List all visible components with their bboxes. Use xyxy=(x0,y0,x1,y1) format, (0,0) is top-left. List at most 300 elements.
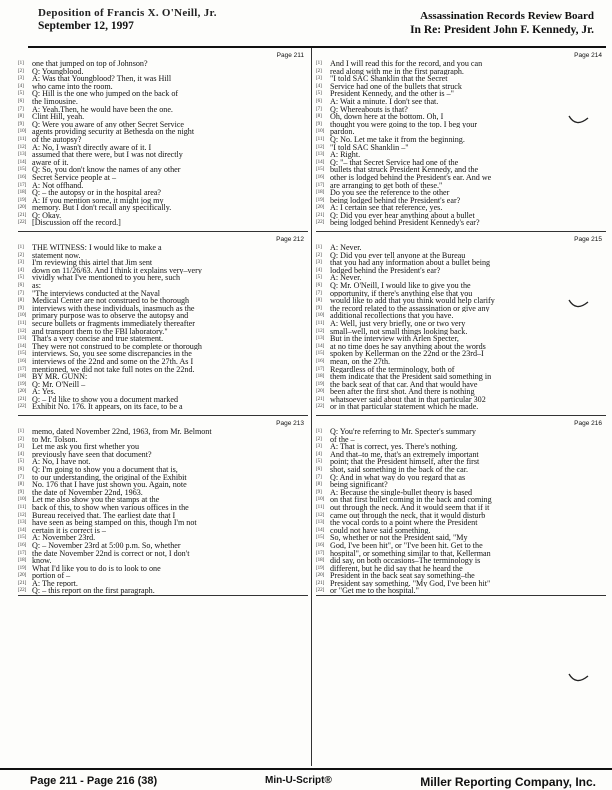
line-number: [7] xyxy=(18,106,24,112)
line-text: Q: Did you ever tell anyone at the Bureau xyxy=(330,251,466,260)
line-number: [19] xyxy=(18,565,27,571)
transcript-line xyxy=(316,534,606,542)
transcript-line xyxy=(18,83,308,91)
line-number: [4] xyxy=(18,83,24,89)
line-number: [17] xyxy=(18,366,27,372)
line-text: one that jumped on top of Johnson? xyxy=(32,60,148,68)
line-text: God, I've been hit", or "I've been hit. Get to the xyxy=(330,541,483,550)
transcript-line xyxy=(316,436,606,444)
line-number: [19] xyxy=(18,381,27,387)
transcript-line xyxy=(316,565,606,573)
line-number: [4] xyxy=(316,83,322,89)
line-text: mentioned, we did not take full notes on the 22nd. xyxy=(32,365,195,374)
line-number: [13] xyxy=(316,152,325,158)
line-number: [4] xyxy=(18,451,24,457)
line-text: [Discussion off the record.] xyxy=(32,219,121,228)
line-number: [11] xyxy=(18,136,27,142)
line-number: [2] xyxy=(18,68,24,74)
transcript-line xyxy=(18,458,308,466)
line-text: on that first bullet coming in the back and coming xyxy=(330,496,492,504)
line-text: Q: Hill is the one who jumped on the back of xyxy=(32,90,179,98)
transcript-line xyxy=(18,358,308,366)
line-number: [15] xyxy=(18,167,27,173)
line-number: [10] xyxy=(316,313,325,319)
line-number: [16] xyxy=(316,542,325,548)
line-text: A: Was that Youngblood? Then, it was Hill xyxy=(32,75,172,83)
line-text: A: That is correct, yes. There's nothing. xyxy=(330,443,458,451)
line-text: Q: – I'd like to show you a document marked xyxy=(32,395,178,404)
transcript-line xyxy=(316,542,606,550)
line-text: Q: Youngblood. xyxy=(32,67,84,76)
transcript-line xyxy=(18,274,308,282)
line-text: the record related to the assassination or give any xyxy=(330,304,490,313)
line-number: [6] xyxy=(316,98,322,104)
transcript-line xyxy=(316,527,606,535)
transcript-line xyxy=(316,252,606,260)
transcript-line xyxy=(18,136,308,144)
line-number: [5] xyxy=(18,275,24,281)
line-number: [8] xyxy=(316,298,322,304)
transcript-line xyxy=(316,267,606,275)
transcript-line xyxy=(316,403,606,411)
transcript-line xyxy=(316,305,606,313)
line-text: Q: – the autopsy or in the hospital area? xyxy=(32,189,162,197)
line-text: and transport them to the FBI laboratory." xyxy=(32,327,168,336)
transcript-line xyxy=(18,373,308,381)
line-number: [15] xyxy=(316,535,325,541)
transcript-line xyxy=(316,474,606,482)
transcript-line xyxy=(316,106,606,114)
transcript-line xyxy=(18,534,308,542)
line-text: A: I certain see that reference, yes. xyxy=(330,204,443,212)
line-number: [6] xyxy=(18,466,24,472)
transcript-line xyxy=(316,212,606,220)
line-number: [21] xyxy=(18,212,27,218)
line-number: [8] xyxy=(18,298,24,304)
line-number: [16] xyxy=(316,174,325,180)
transcript-line xyxy=(316,343,606,351)
line-text: assumed that there were, but I was not directly xyxy=(32,151,183,159)
transcript-line xyxy=(316,244,606,252)
transcript-line xyxy=(18,542,308,550)
transcript-page xyxy=(316,50,606,232)
transcript-line xyxy=(316,358,606,366)
line-text: to our understanding, the original of the Exhibit xyxy=(32,473,187,482)
transcript-page xyxy=(18,50,308,232)
software-label: Min-U-Script® xyxy=(265,775,332,786)
line-number: [19] xyxy=(316,565,325,571)
line-number: [9] xyxy=(18,121,24,127)
line-number: [15] xyxy=(18,535,27,541)
line-text: Q: I'm going to show you a document that is, xyxy=(32,465,178,474)
line-number: [17] xyxy=(316,366,325,372)
line-number: [22] xyxy=(18,404,27,410)
line-number: [14] xyxy=(316,159,325,165)
line-number: [18] xyxy=(18,558,27,564)
line-number: [12] xyxy=(316,144,325,150)
line-number: [5] xyxy=(316,91,322,97)
transcript-line xyxy=(18,580,308,588)
transcript-line xyxy=(316,587,606,595)
line-number: [19] xyxy=(316,197,325,203)
transcript-line xyxy=(18,428,308,436)
line-number: [3] xyxy=(316,260,322,266)
line-text: pardon. xyxy=(330,128,355,136)
line-text: would like to add that you think would help clarify xyxy=(330,297,495,305)
line-number: [8] xyxy=(18,114,24,120)
transcript-line xyxy=(18,252,308,260)
case-title: In Re: President John F. Kennedy, Jr. xyxy=(410,24,594,36)
transcript-line xyxy=(18,489,308,497)
line-number: [15] xyxy=(316,167,325,173)
line-text: that you had any information about a bullet being xyxy=(330,259,491,267)
line-text: A: November 23rd. xyxy=(32,534,96,542)
line-number: [21] xyxy=(316,212,325,218)
line-text: shot, said something in the back of the car. xyxy=(330,465,469,474)
line-text: President in the back seat say something–the xyxy=(330,572,475,580)
line-number: [20] xyxy=(18,389,27,395)
transcript-line xyxy=(316,443,606,451)
line-number: [1] xyxy=(316,245,322,250)
line-text: aware of it. xyxy=(32,158,69,167)
transcript-line xyxy=(316,151,606,159)
transcript-line xyxy=(18,259,308,267)
deponent-title: Deposition of Francis X. O'Neill, Jr. xyxy=(38,7,217,19)
line-text: thought you were going to the top. I beg your xyxy=(330,120,478,129)
transcript-line xyxy=(316,259,606,267)
line-text: Q: Mr. O'Neill, I would like to give you the xyxy=(330,281,471,290)
transcript-line xyxy=(18,151,308,159)
transcript-line xyxy=(316,166,606,174)
line-number: [10] xyxy=(18,497,27,503)
line-text: out through the neck. And it would seem that if it xyxy=(330,503,490,512)
line-text: the date of November 22nd, 1963. xyxy=(32,488,143,497)
transcript-line xyxy=(316,388,606,396)
line-text: to Mr. Tolson. xyxy=(32,435,78,444)
line-number: [8] xyxy=(316,482,322,488)
line-text: point; that the President himself, after the first xyxy=(330,458,480,466)
transcript-line xyxy=(18,244,308,252)
transcript-line xyxy=(18,335,308,343)
line-number: [9] xyxy=(18,489,24,495)
line-number: [2] xyxy=(316,68,322,74)
line-number: [18] xyxy=(18,190,27,196)
line-text: could not have said something. xyxy=(330,526,431,535)
line-text: Q: – November 23rd at 5:00 p.m. So, whether xyxy=(32,541,181,550)
line-number: [20] xyxy=(316,389,325,395)
transcript-line xyxy=(316,451,606,459)
transcript-line xyxy=(18,305,308,313)
transcript-line xyxy=(18,443,308,451)
transcript-line xyxy=(316,290,606,298)
line-text: Let me also show you the stamps at the xyxy=(32,496,160,504)
line-number: [12] xyxy=(18,144,27,150)
line-number: [11] xyxy=(18,504,27,510)
line-number: [16] xyxy=(316,358,325,364)
transcript-line xyxy=(316,274,606,282)
transcript-line xyxy=(18,98,308,106)
line-text: vividly what I've mentioned to you here, such xyxy=(32,274,181,282)
page-range: Page 211 - Page 216 (38) xyxy=(30,775,158,787)
line-number: [21] xyxy=(316,580,325,586)
line-text: read along with me in the first paragraph. xyxy=(330,67,464,76)
line-number: [18] xyxy=(18,374,27,380)
line-text: the vocal cords to a point where the President xyxy=(330,519,478,527)
line-text: BY MR. GUNN: xyxy=(32,373,88,381)
line-number: [7] xyxy=(18,290,24,296)
transcript-line xyxy=(18,572,308,580)
line-text: previously have seen that document? xyxy=(32,450,152,459)
transcript-line xyxy=(18,267,308,275)
transcript-line xyxy=(18,297,308,305)
line-number: [11] xyxy=(316,320,325,326)
line-text: Regardless of the terminology, both of xyxy=(330,365,455,374)
line-text: additional recollections that you have. xyxy=(330,312,454,320)
line-text: Service had one of the bullets that struck xyxy=(330,82,462,91)
line-text: And that–to me, that's an extremely important xyxy=(330,450,479,459)
transcript-line xyxy=(18,182,308,190)
line-text: A: Never. xyxy=(330,244,362,252)
transcript-line xyxy=(316,381,606,389)
line-text: other is lodged behind the President's ear. And we xyxy=(330,173,492,182)
line-text: Bureau received that. The earliest date that I xyxy=(32,511,176,520)
transcript-line xyxy=(18,189,308,197)
line-number: [7] xyxy=(316,474,322,480)
transcript-lines xyxy=(316,60,606,227)
line-number: [13] xyxy=(18,336,27,342)
line-text: A: No, I have not. xyxy=(32,458,91,466)
transcript-line xyxy=(18,75,308,83)
document-header xyxy=(0,0,612,48)
line-text: President Kennedy, and the other is –" xyxy=(330,90,454,98)
line-number: [16] xyxy=(18,174,27,180)
line-text: spoken by Kellerman on the 22nd or the 23rd–I xyxy=(330,350,484,358)
line-text: But in the interview with Arlen Specter, xyxy=(330,335,459,343)
line-number: [21] xyxy=(18,396,27,402)
transcript-line xyxy=(18,121,308,129)
line-number: [18] xyxy=(316,190,325,196)
line-text: certain it is correct is – xyxy=(32,526,106,535)
line-number: [9] xyxy=(316,489,322,495)
transcript-line xyxy=(18,565,308,573)
line-text: different, but he did say that he heard the xyxy=(330,564,463,573)
line-number: [22] xyxy=(316,220,325,226)
transcript-line xyxy=(316,98,606,106)
line-number: [3] xyxy=(18,260,24,266)
line-text: statement now. xyxy=(32,251,81,260)
line-text: lodged behind the President's ear? xyxy=(330,266,441,275)
line-number: [14] xyxy=(316,343,325,349)
transcript-line xyxy=(316,113,606,121)
line-text: memory. But I don't recall any specifically. xyxy=(32,204,172,212)
line-number: [15] xyxy=(18,351,27,357)
line-number: [19] xyxy=(18,197,27,203)
line-number: [1] xyxy=(18,245,24,250)
transcript-line xyxy=(18,320,308,328)
transcript-line xyxy=(316,335,606,343)
header-rule xyxy=(28,46,606,48)
page-number: Page 216 xyxy=(574,420,602,427)
line-text: Q: "– that Secret Service had one of the xyxy=(330,158,459,167)
transcript-line xyxy=(316,83,606,91)
line-number: [12] xyxy=(316,512,325,518)
line-number: [12] xyxy=(18,512,27,518)
line-number: [22] xyxy=(316,404,325,410)
transcript-lines xyxy=(316,244,606,411)
line-text: Q: Mr. O'Neill – xyxy=(32,380,86,389)
line-text: are arranging to get both of these." xyxy=(330,181,443,190)
line-text: or in that particular statement which he made. xyxy=(330,403,479,412)
transcript-line xyxy=(316,204,606,212)
line-number: [13] xyxy=(316,520,325,526)
line-number: [6] xyxy=(18,98,24,104)
transcript-line xyxy=(18,174,308,182)
line-text: who came into the room. xyxy=(32,82,113,91)
line-number: [17] xyxy=(316,550,325,556)
line-text: did say, on both occasions–The terminology is xyxy=(330,557,481,565)
line-text: came out through the neck, that it would disturb xyxy=(330,511,486,520)
line-text: A: Because the single-bullet theory is based xyxy=(330,488,473,497)
column-divider xyxy=(311,48,312,766)
line-number: [10] xyxy=(316,497,325,503)
transcript-line xyxy=(316,466,606,474)
transcript-line xyxy=(316,373,606,381)
line-text: A: Yeah.Then, he would have been the one. xyxy=(32,105,173,114)
transcript-lines xyxy=(18,244,308,411)
line-text: So, whether or not the President said, "My xyxy=(330,534,468,542)
line-text: Clint Hill, yeah. xyxy=(32,113,85,121)
line-text: small–well, not small things looking back. xyxy=(330,327,468,336)
transcript-line xyxy=(316,121,606,129)
line-number: [5] xyxy=(18,459,24,465)
line-number: [9] xyxy=(316,121,322,127)
company-name: Miller Reporting Company, Inc. xyxy=(420,775,596,789)
transcript-line xyxy=(316,60,606,68)
line-number: [20] xyxy=(18,205,27,211)
line-number: [14] xyxy=(18,527,27,533)
line-number: [2] xyxy=(18,252,24,258)
line-text: Q: You're referring to Mr. Specter's summary xyxy=(330,428,476,436)
transcript-line xyxy=(18,197,308,205)
line-text: have seen as being stamped on this, though I'm not xyxy=(32,519,197,527)
transcript-line xyxy=(316,219,606,227)
line-text: Q: No. Let me take it from the beginning. xyxy=(330,135,465,144)
transcript-line xyxy=(18,159,308,167)
line-number: [5] xyxy=(316,275,322,281)
line-number: [1] xyxy=(316,61,322,66)
transcript-line xyxy=(316,489,606,497)
line-text: "I told SAC Shanklin that the Secret xyxy=(330,75,448,83)
transcript-line xyxy=(316,396,606,404)
line-text: A: The report. xyxy=(32,579,78,588)
transcript-line xyxy=(316,159,606,167)
transcript-line xyxy=(316,496,606,504)
transcript-line xyxy=(18,504,308,512)
line-text: A: Not offhand. xyxy=(32,181,84,190)
line-text: down on 11/26/63. And I think it explains very–very xyxy=(32,266,202,275)
line-text: A: Well, just very briefly, one or two very xyxy=(330,319,466,328)
line-text: Oh, down here at the bottom. Oh, I xyxy=(330,113,444,121)
line-number: [19] xyxy=(316,381,325,387)
line-number: [17] xyxy=(18,550,27,556)
line-number: [15] xyxy=(316,351,325,357)
line-text: They were not construed to be complete or thorough xyxy=(32,342,202,351)
line-text: as: xyxy=(32,281,41,290)
line-number: [17] xyxy=(316,182,325,188)
line-number: [3] xyxy=(18,444,24,450)
line-number: [7] xyxy=(316,290,322,296)
line-text: THE WITNESS: I would like to make a xyxy=(32,244,162,252)
line-number: [3] xyxy=(316,76,322,82)
line-text: Q: – this report on the first paragraph. xyxy=(32,587,155,596)
transcript-line xyxy=(18,403,308,411)
line-text: Q: Okay. xyxy=(32,211,62,220)
transcript-line xyxy=(316,128,606,136)
transcript-line xyxy=(18,481,308,489)
line-text: or "Get me to the hospital." xyxy=(330,587,419,596)
transcript-line xyxy=(316,328,606,336)
line-number: [7] xyxy=(316,106,322,112)
transcript-line xyxy=(316,458,606,466)
transcript-line xyxy=(316,68,606,76)
transcript-line xyxy=(18,113,308,121)
transcript-line xyxy=(18,106,308,114)
transcript-line xyxy=(316,580,606,588)
line-number: [20] xyxy=(18,573,27,579)
line-text: being significant? xyxy=(330,481,388,489)
line-number: [16] xyxy=(18,358,27,364)
line-number: [22] xyxy=(18,220,27,226)
line-number: [20] xyxy=(316,573,325,579)
line-number: [17] xyxy=(18,182,27,188)
page-number: Page 215 xyxy=(574,236,602,243)
transcript-line xyxy=(316,144,606,152)
line-text: being lodged behind the President's ear? xyxy=(330,196,461,205)
line-text: Q: Did you ever hear anything about a bullet xyxy=(330,211,475,220)
transcript-page xyxy=(316,418,606,596)
transcript-line xyxy=(18,219,308,227)
transcript-line xyxy=(316,297,606,305)
transcript-line xyxy=(316,512,606,520)
line-text: mean, on the 27th. xyxy=(330,357,391,366)
transcript-line xyxy=(316,350,606,358)
transcript-line xyxy=(316,189,606,197)
transcript-line xyxy=(316,282,606,290)
line-text: of the – xyxy=(330,435,355,444)
line-text: interviews of the 22nd and some on the 27th. As I xyxy=(32,357,194,366)
line-text: at no time does he say anything about the words xyxy=(330,342,486,351)
line-number: [1] xyxy=(316,429,322,434)
transcript-line xyxy=(18,128,308,136)
transcript-line xyxy=(18,212,308,220)
line-number: [18] xyxy=(316,558,325,564)
transcript-line xyxy=(316,572,606,580)
line-number: [21] xyxy=(316,396,325,402)
transcript-line xyxy=(316,550,606,558)
transcript-line xyxy=(18,343,308,351)
transcript-line xyxy=(18,60,308,68)
transcript-line xyxy=(316,312,606,320)
line-number: [9] xyxy=(316,305,322,311)
board-title: Assassination Records Review Board xyxy=(420,10,594,22)
line-text: whatsoever said about that in that particular 302 xyxy=(330,395,486,404)
line-number: [8] xyxy=(316,114,322,120)
line-number: [6] xyxy=(18,282,24,288)
transcript-line xyxy=(18,381,308,389)
line-number: [20] xyxy=(316,205,325,211)
line-number: [18] xyxy=(316,374,325,380)
line-text: Q: Were you aware of any other Secret Service xyxy=(32,120,185,129)
